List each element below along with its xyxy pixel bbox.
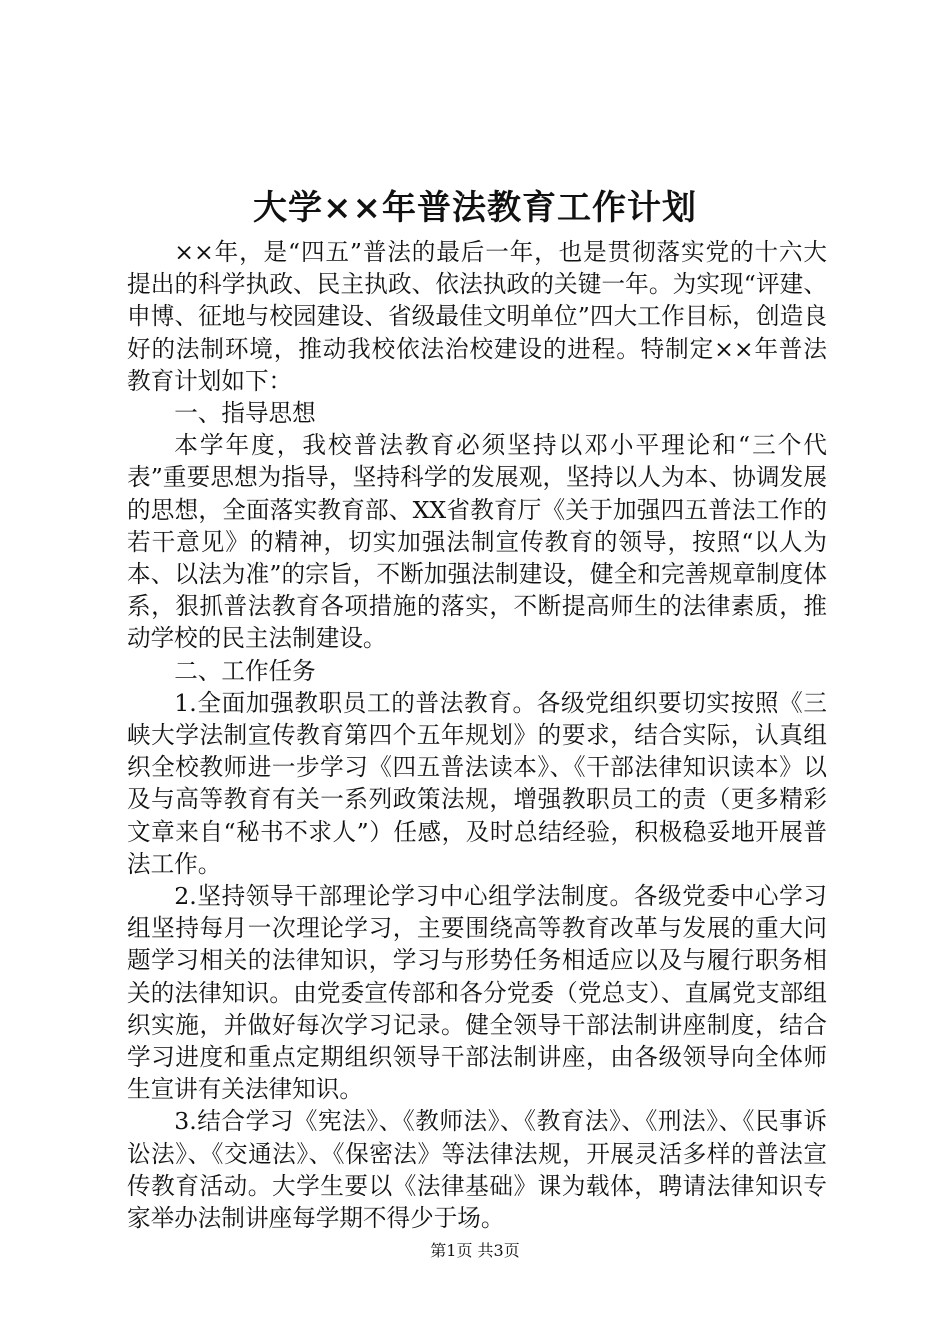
task-item-2: 2.坚持领导干部理论学习中心组学法制度。各级党委中心学习组坚持每月一次理论学习，主要围绕高等教育改革与发展的重大问题学习相关的法律知识，学习与形势任务相适应以及与履行职务相关的法律知识。由党委宣传部和各分党委（党总支）、直属党支部组织实施，并做好每次学习记录。健全领导干部法制讲座制度，结合学习进度和重点定期组织领导干部法制讲座，由各级领导向全体师生宣讲有关法律知识。 (127, 882, 827, 1104)
intro-paragraph: ××年，是“四五”普法的最后一年，也是贯彻落实党的十六大提出的科学执政、民主执政、依法执政的关键一年。为实现“评建、申博、征地与校园建设、省级最佳文明单位”四大工作目标，创造良好的法制环境，推动我校依法治校建设的进程。特制定××年普法教育计划如下： (127, 238, 827, 395)
task-item-1: 1.全面加强教职员工的普法教育。各级党组织要切实按照《三峡大学法制宣传教育第四个五年规划》的要求，结合实际，认真组织全校教师进一步学习《四五普法读本》、《干部法律知识读本》以及与高等教育有关一系列政策法规，增强教职员工的责（更多精彩文章来自“秘书不求人”）任感，及时总结经验，积极稳妥地开展普法工作。 (127, 688, 827, 878)
guiding-ideology-paragraph: 本学年度，我校普法教育必须坚持以邓小平理论和“三个代表”重要思想为指导，坚持科学的发展观，坚持以人为本、协调发展的思想，全面落实教育部、XX省教育厅《关于加强四五普法工作的若干意见》的精神，切实加强法制宣传教育的领导，按照“以人为本、以法为准”的宗旨，不断加强法制建设，健全和完善规章制度体系，狠抓普法教育各项措施的落实，不断提高师生的法律素质，推动学校的民主法制建设。 (127, 431, 827, 653)
document-title: 大学××年普法教育工作计划 (253, 188, 697, 228)
section-heading-work-tasks: 二、工作任务 (174, 656, 316, 685)
document-body (127, 236, 827, 1234)
task-item-3: 3.结合学习《宪法》、《教师法》、《教育法》、《刑法》、《民事诉讼法》、《交通法》、《保密法》等法律法规，开展灵活多样的普法宣传教育活动。大学生要以《法律基础》课为载体，聘请法律知识专家举办法制讲座每学期不得少于场。 (127, 1107, 827, 1233)
section-heading-guiding-ideology: 一、指导思想 (174, 399, 316, 428)
page-number-footer: 第1页 共3页 (430, 1241, 520, 1260)
